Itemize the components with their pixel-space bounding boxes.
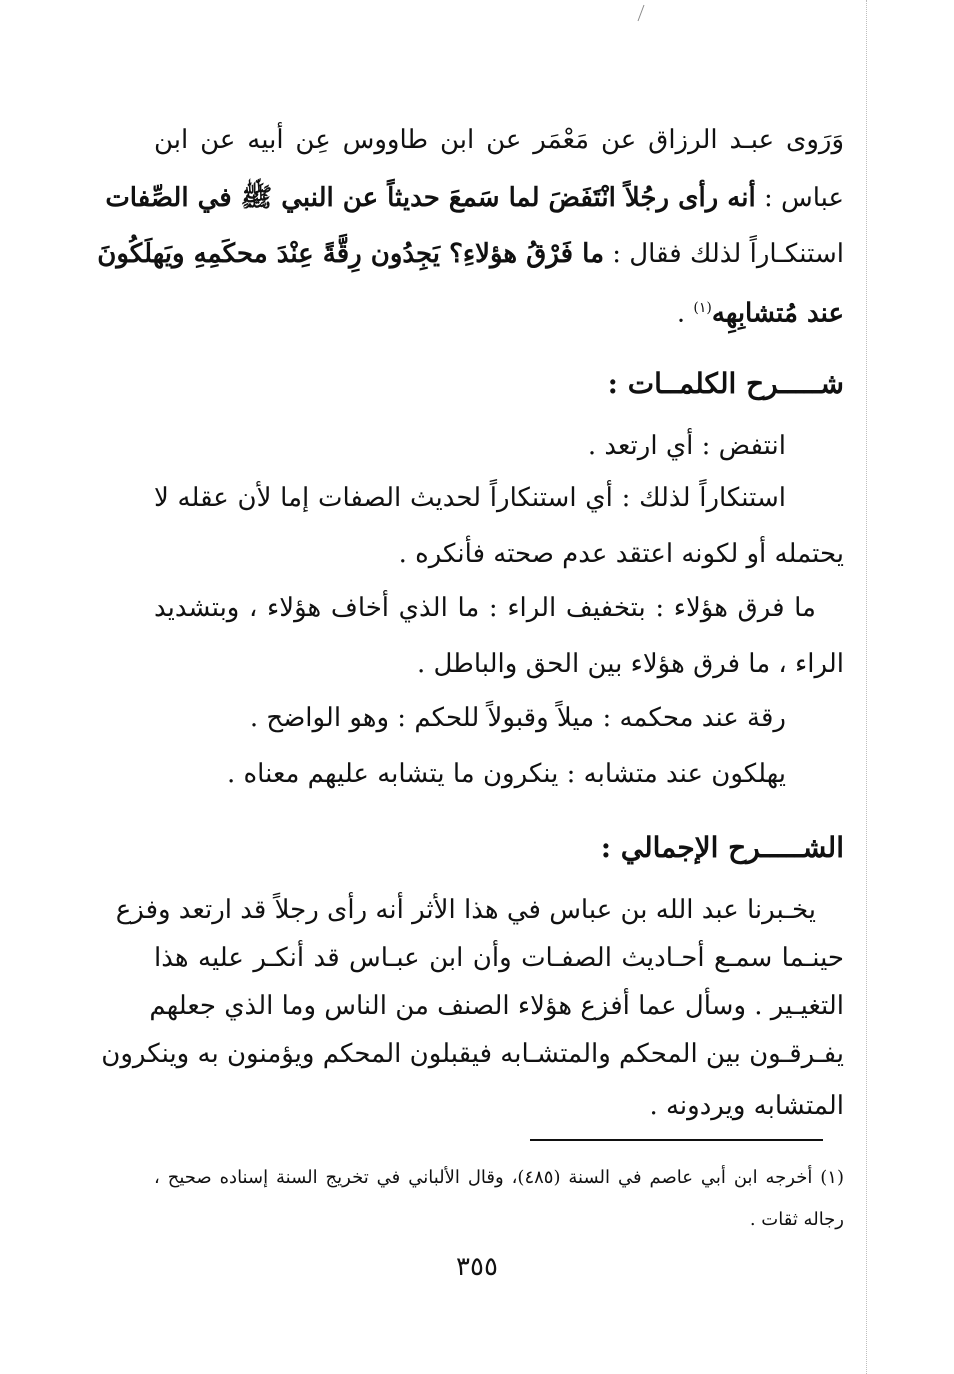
- hadith-line-2-plain: عباس :: [755, 183, 844, 213]
- footnote-line-1: (١) أخرجه ابن أبي عاصم في السنة (٤٨٥)، وقال الألباني في تخريج السنة إسناده صحيح ،: [154, 1167, 844, 1188]
- hadith-line-4-bold: عند مُتشابِهِه: [711, 298, 844, 329]
- summary-line-3: التغيـير . وسأل عما أفزع هؤلاء الصنف من الناس وما الذي جعلهم: [149, 991, 844, 1021]
- hadith-line-1: وَرَوى عبـد الرزاق عن مَعْمَر عن ابن طاووس عِن أبيه عن ابن: [154, 125, 844, 155]
- hadith-line-3: [97, 236, 844, 272]
- summary-line-5: المتشابه ويردونه .: [649, 1091, 844, 1121]
- footnote-ref: (١): [693, 300, 712, 316]
- page-number: ٣٥٥: [456, 1252, 498, 1282]
- vocab-entry-3-cont: الراء ، ما فرق هؤلاء بين الحق والباطل .: [416, 649, 844, 679]
- stray-pen-mark: [636, 4, 646, 22]
- vocab-entry-2-cont: يحتمله أو لكونه اعتقد عدم صحته فأنكره .: [398, 539, 844, 569]
- hadith-line-4-end: .: [676, 298, 694, 329]
- summary-line-2: حينـما سمـع أحـاديث الصفـات وأن ابن عبـاس قد أنكـر عليه هذا: [154, 943, 844, 973]
- vocab-entry-5: يهلكون عند متشابه : ينكرون ما يتشابه عليهم معناه .: [227, 759, 786, 789]
- footnote-separator: [530, 1139, 823, 1141]
- hadith-line-2: [105, 180, 844, 216]
- summary-line-4: يفـرقـون بين المحكم والمتشـابه فيقبلون المحكم ويؤمنون به وينكرون: [101, 1039, 844, 1069]
- footnote-line-2: رجاله ثقات .: [749, 1209, 844, 1230]
- hadith-line-4: [677, 290, 844, 332]
- summary-line-1: يخـبرنا عبد الله بن عباس في هذا الأثر أنه رأى رجلاً قد ارتعد وفزع: [115, 895, 816, 925]
- vocab-entry-2: استنكاراً لذلك : أي استنكاراً لحديث الصفات إما لأن عقله لا: [154, 483, 786, 513]
- hadith-line-3-bold: ما فَرْقُ هؤلاءِ؟ يَجِدُون رِقَّةً عِنْدَ محكَمِهِ ويَهلَكُونَ: [97, 239, 604, 269]
- vocab-entry-3: ما فرق هؤلاء : بتخفيف الراء : ما الذي أخاف هؤلاء ، وبتشديد: [154, 593, 816, 623]
- margin-dotted-line: [866, 0, 867, 1374]
- vocab-entry-4: رقة عند محكمه : ميلاً وقبولاً للحكم : وهو الواضح .: [249, 703, 786, 733]
- hadith-line-2-bold: أنه رأى رجُلاً انْتَفَضَ لما سَمعَ حديثاً عن النبي ﷺ في الصِّفات: [105, 183, 756, 213]
- summary-heading: الشـــــرح الإجمالي :: [600, 831, 844, 864]
- hadith-line-3-plain: استنكـاراً لذلك فقال :: [604, 239, 844, 269]
- vocab-heading: شـــــرح الكلمــات :: [607, 367, 844, 400]
- vocab-entry-1: انتفض : أي ارتعد .: [587, 431, 786, 461]
